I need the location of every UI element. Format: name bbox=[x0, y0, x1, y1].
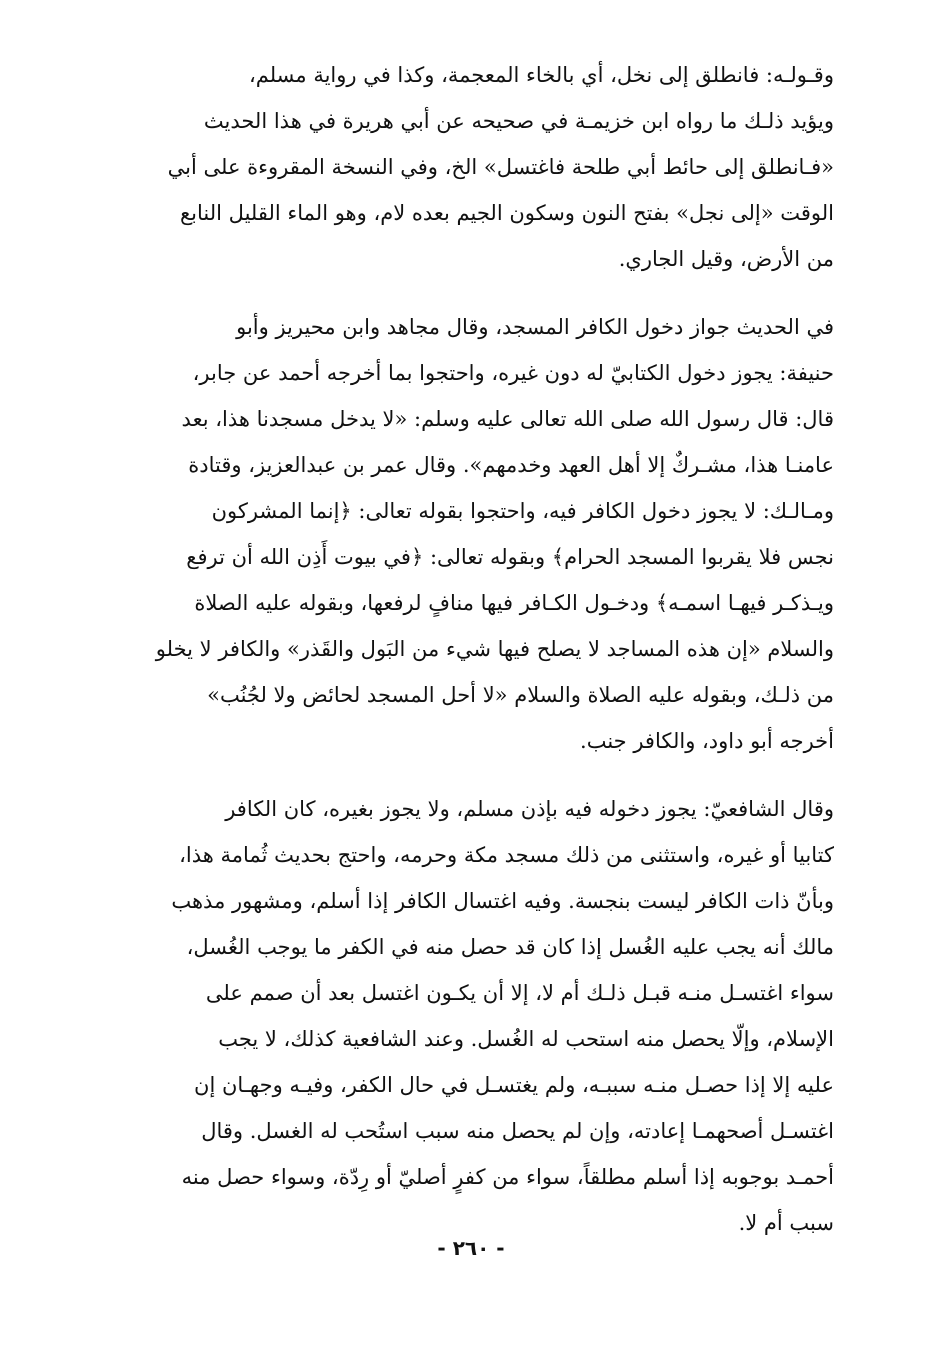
text-line: من ذلـك، وبقوله عليه الصلاة والسلام «لا أحل المسجد لحائض ولا لجُنُب» bbox=[207, 683, 834, 707]
text-line: عامنـا هذا، مشـركٌ إلا أهل العهد وخدمهم». وقال عمر بن عبدالعزيز، وقتادة bbox=[188, 453, 834, 477]
text-line: أخرجه أبو داود، والكافر جنب. bbox=[580, 729, 834, 753]
page-body bbox=[118, 52, 834, 1246]
text-line: حنيفة: يجوز دخول الكتابيّ له دون غيره، واحتجوا بما أخرجه أحمد عن جابر، bbox=[192, 361, 834, 385]
paragraph-3 bbox=[118, 786, 834, 1246]
text-line: والسلام «إن هذه المساجد لا يصلح فيها شيء من البَول والقَذر» والكافر لا يخلو bbox=[155, 637, 834, 661]
text-line: عليه إلا إذا حصـل منـه سببـه، ولم يغتسـل في حال الكفر، وفيـه وجهـان إن bbox=[194, 1073, 834, 1097]
text-line: ومـالـك: لا يجوز دخول الكافر فيه، واحتجوا بقوله تعالى: ﴿إنما المشركون bbox=[211, 499, 834, 523]
text-line: الإسلام، وإلّا يحصل منه استحب له الغُسل. وعند الشافعية كذلك، لا يجب bbox=[218, 1027, 834, 1051]
text-line: ويؤيد ذلـك ما رواه ابن خزيمـة في صحيحه عن أبي هريرة في هذا الحديث bbox=[203, 109, 834, 133]
text-line: قال: قال رسول الله صلى الله تعالى عليه وسلم: «لا يدخل مسجدنا هذا، بعد bbox=[181, 407, 834, 431]
text-line: «فـانطلق إلى حائط أبي طلحة فاغتسل» الخ، وفي النسخة المقروءة على أبي bbox=[167, 155, 834, 179]
text-line: وقال الشافعيّ: يجوز دخوله فيه بإذن مسلم، ولا يجوز بغيره، كان الكافر bbox=[225, 797, 834, 821]
text-line: في الحديث جواز دخول الكافر المسجد، وقال مجاهد وابن محيريز وأبو bbox=[236, 315, 834, 339]
text-line: أحمـد بوجوبه إذا أسلم مطلقاً، سواء من كفرٍ أصليّ أو رِدّة، وسواء حصل منه bbox=[181, 1165, 834, 1189]
text-line: وقـولـه: فانطلق إلى نخل، أي بالخاء المعجمة، وكذا في رواية مسلم، bbox=[248, 63, 834, 87]
text-line: مالك أنه يجب عليه الغُسل إذا كان قد حصل منه في الكفر ما يوجب الغُسل، bbox=[186, 935, 834, 959]
text-line: كتابيا أو غيره، واستثنى من ذلك مسجد مكة وحرمه، واحتج بحديث ثُمامة هذا، bbox=[179, 843, 834, 867]
text-line: الوقت «إلى نجل» بفتح النون وسكون الجيم بعده لام، وهو الماء القليل النابع bbox=[180, 201, 834, 225]
text-line: سواء اغتسـل منـه قبـل ذلـك أم لا، إلا أن يكـون اغتسل بعد أن صمم على bbox=[205, 981, 834, 1005]
text-line: نجس فلا يقربوا المسجد الحرام﴾ وبقوله تعالى: ﴿في بيوت أَذِن الله أن ترفع bbox=[186, 545, 834, 569]
text-line: من الأرض، وقيل الجاري. bbox=[618, 247, 834, 271]
text-line: وبأنّ ذات الكافر ليست بنجسة. وفيه اغتسال الكافر إذا أسلم، ومشهور مذهب bbox=[171, 889, 834, 913]
text-line: سبب أم لا. bbox=[738, 1211, 834, 1235]
text-line: ويـذكـر فيهـا اسمـه﴾ ودخـول الكـافر فيها منافٍ لرفعها، وبقوله عليه الصلاة bbox=[194, 591, 834, 615]
paragraph-2 bbox=[118, 304, 834, 764]
page-number: - ٢٦٠ - bbox=[437, 1236, 505, 1260]
text-line: اغتسـل أصحهمـا إعادته، وإن لم يحصل منه سبب استُحب له الغسل. وقال bbox=[201, 1119, 834, 1143]
paragraph-1 bbox=[118, 52, 834, 282]
